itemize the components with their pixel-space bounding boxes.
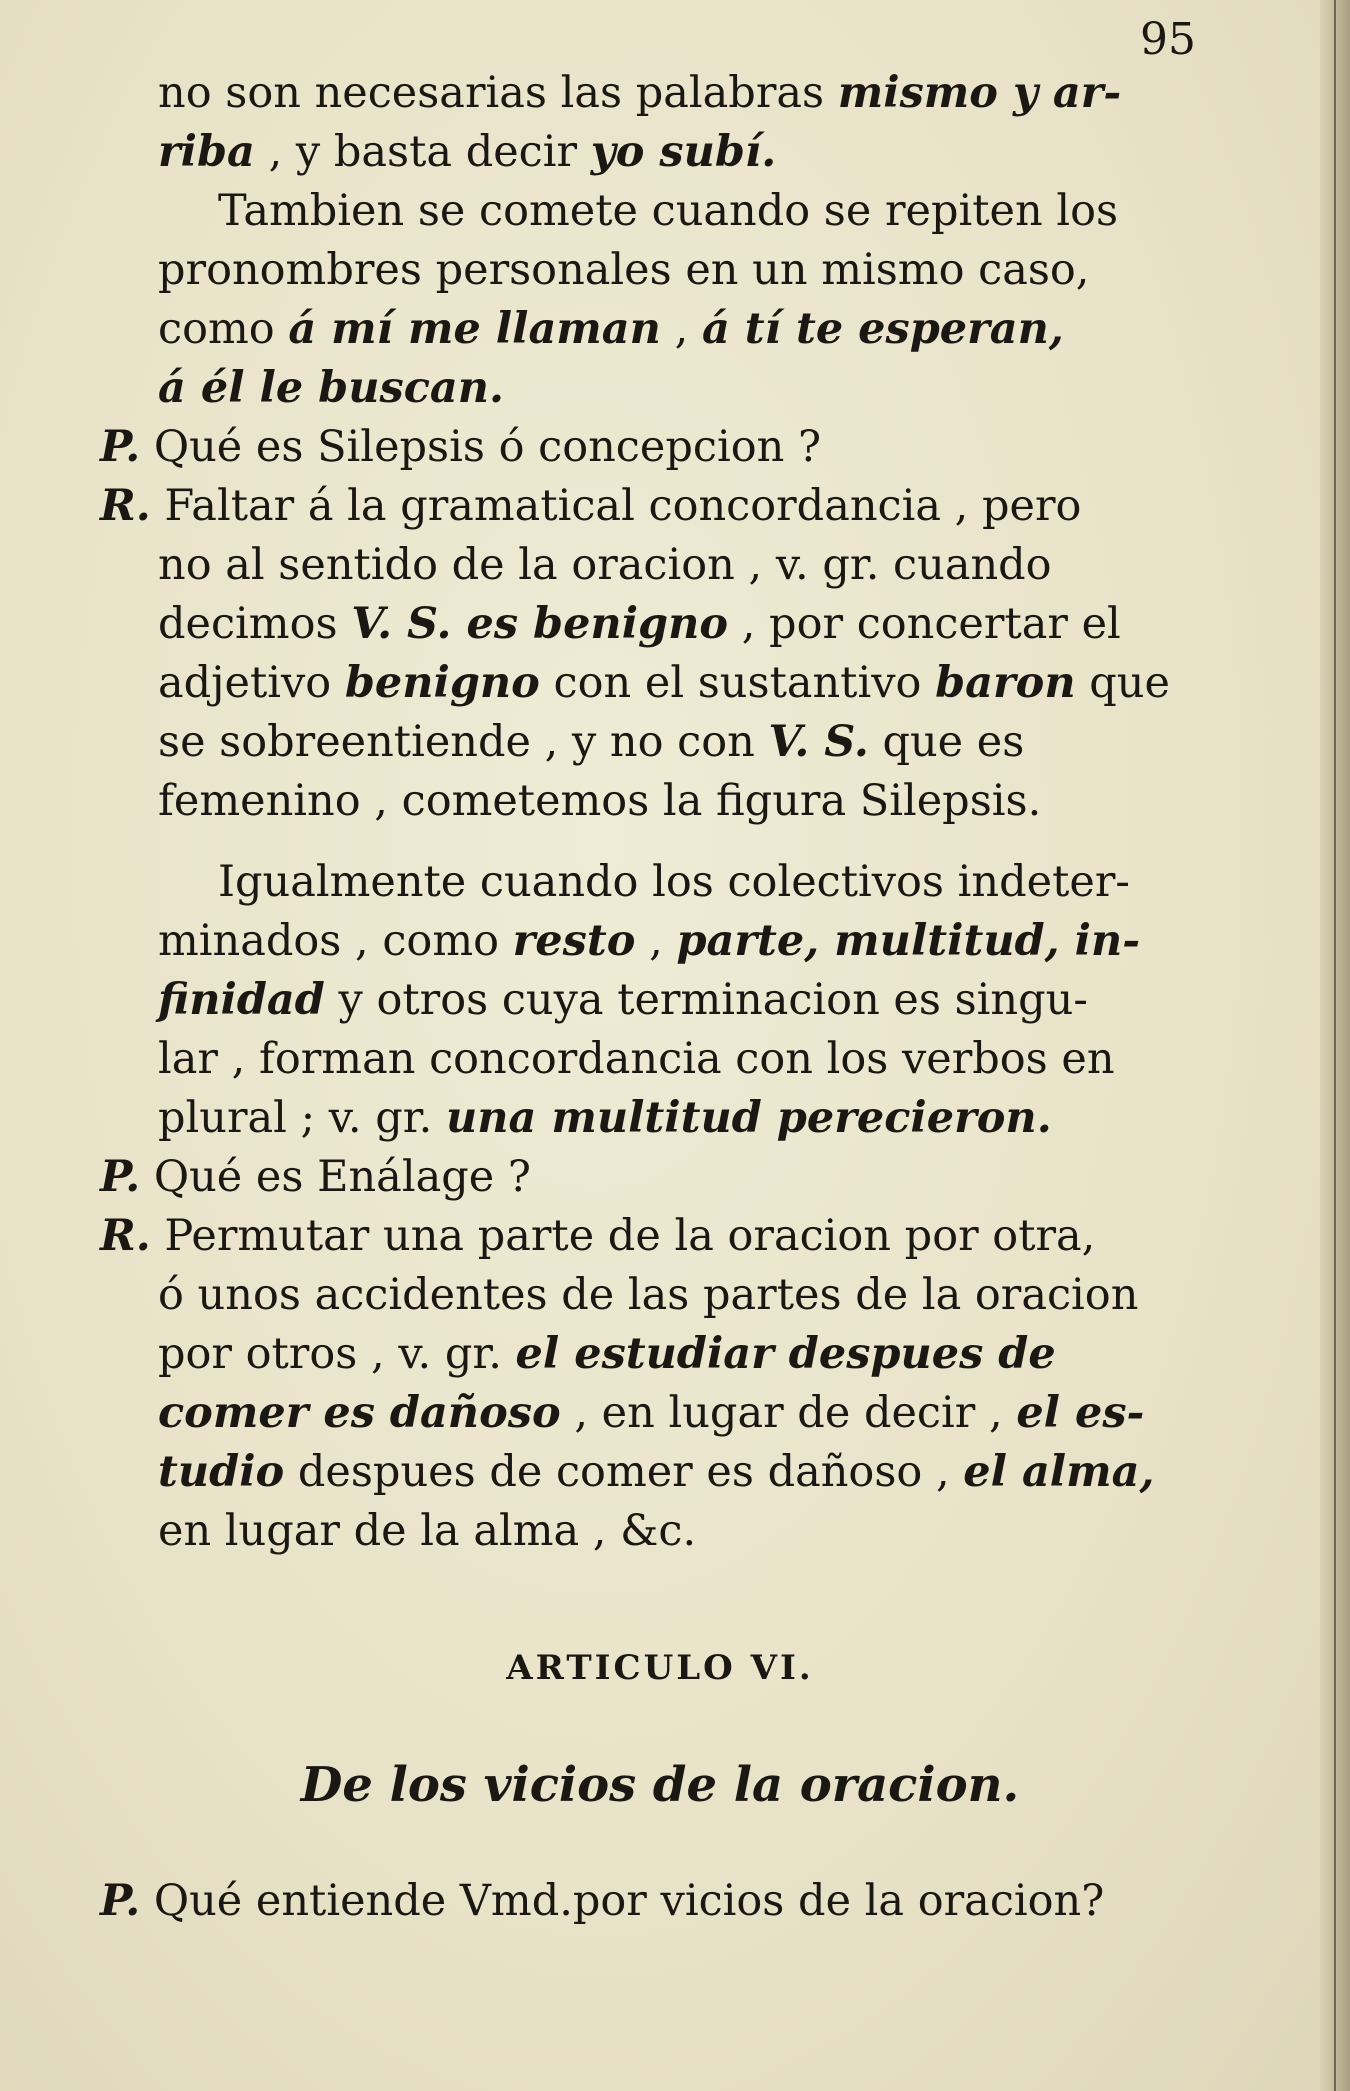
text-line: plural ; v. gr. una multitud perecieron. xyxy=(158,1093,1052,1143)
page-number: 95 xyxy=(1140,14,1196,65)
section-subheading: De los vicios de la oracion. xyxy=(300,1757,1020,1813)
text-line: se sobreentiende , y no con V. S. que es xyxy=(158,717,1025,767)
text-line: adjetivo benigno con el sustantivo baron que xyxy=(158,658,1170,708)
text-line: en lugar de la alma , &c. xyxy=(158,1506,697,1556)
text-line: riba , y basta decir yo subí. xyxy=(158,127,777,177)
text-line: ó unos accidentes de las partes de la oracion xyxy=(158,1270,1139,1320)
text-line: P. Qué entiende Vmd.por vicios de la oracion? xyxy=(100,1876,1105,1926)
text-line: pronombres personales en un mismo caso, xyxy=(158,245,1090,295)
text-line: lar , forman concordancia con los verbos en xyxy=(158,1034,1115,1084)
article-heading: ARTICULO VI. xyxy=(506,1648,814,1688)
text-line: femenino , cometemos la figura Silepsis. xyxy=(158,776,1042,826)
text-line: Igualmente cuando los colectivos indeter- xyxy=(218,857,1130,907)
text-line: minados , como resto , parte, multitud, in- xyxy=(158,916,1141,966)
text-line: por otros , v. gr. el estudiar despues de xyxy=(158,1329,1056,1379)
text-line: Tambien se comete cuando se repiten los xyxy=(218,186,1119,236)
text-line: R. Permutar una parte de la oracion por otra, xyxy=(100,1211,1096,1261)
text-line: no son necesarias las palabras mismo y ar- xyxy=(158,68,1122,118)
text-line: comer es dañoso , en lugar de decir , el es- xyxy=(158,1388,1145,1438)
text-line: R. Faltar á la gramatical concordancia , pero xyxy=(100,481,1082,531)
text-line: no al sentido de la oracion , v. gr. cuando xyxy=(158,540,1052,590)
text-line: P. Qué es Enálage ? xyxy=(100,1152,531,1202)
text-line: como á mí me llaman , á tí te esperan, xyxy=(158,304,1064,354)
text-line: tudio despues de comer es dañoso , el alma, xyxy=(158,1447,1155,1497)
text-line: finidad y otros cuya terminacion es singu- xyxy=(158,975,1088,1025)
text-line: á él le buscan. xyxy=(158,363,504,413)
text-line: decimos V. S. es benigno , por concertar el xyxy=(158,599,1121,649)
text-line: P. Qué es Silepsis ó concepcion ? xyxy=(100,422,822,472)
page-edge-line xyxy=(1334,0,1336,2091)
